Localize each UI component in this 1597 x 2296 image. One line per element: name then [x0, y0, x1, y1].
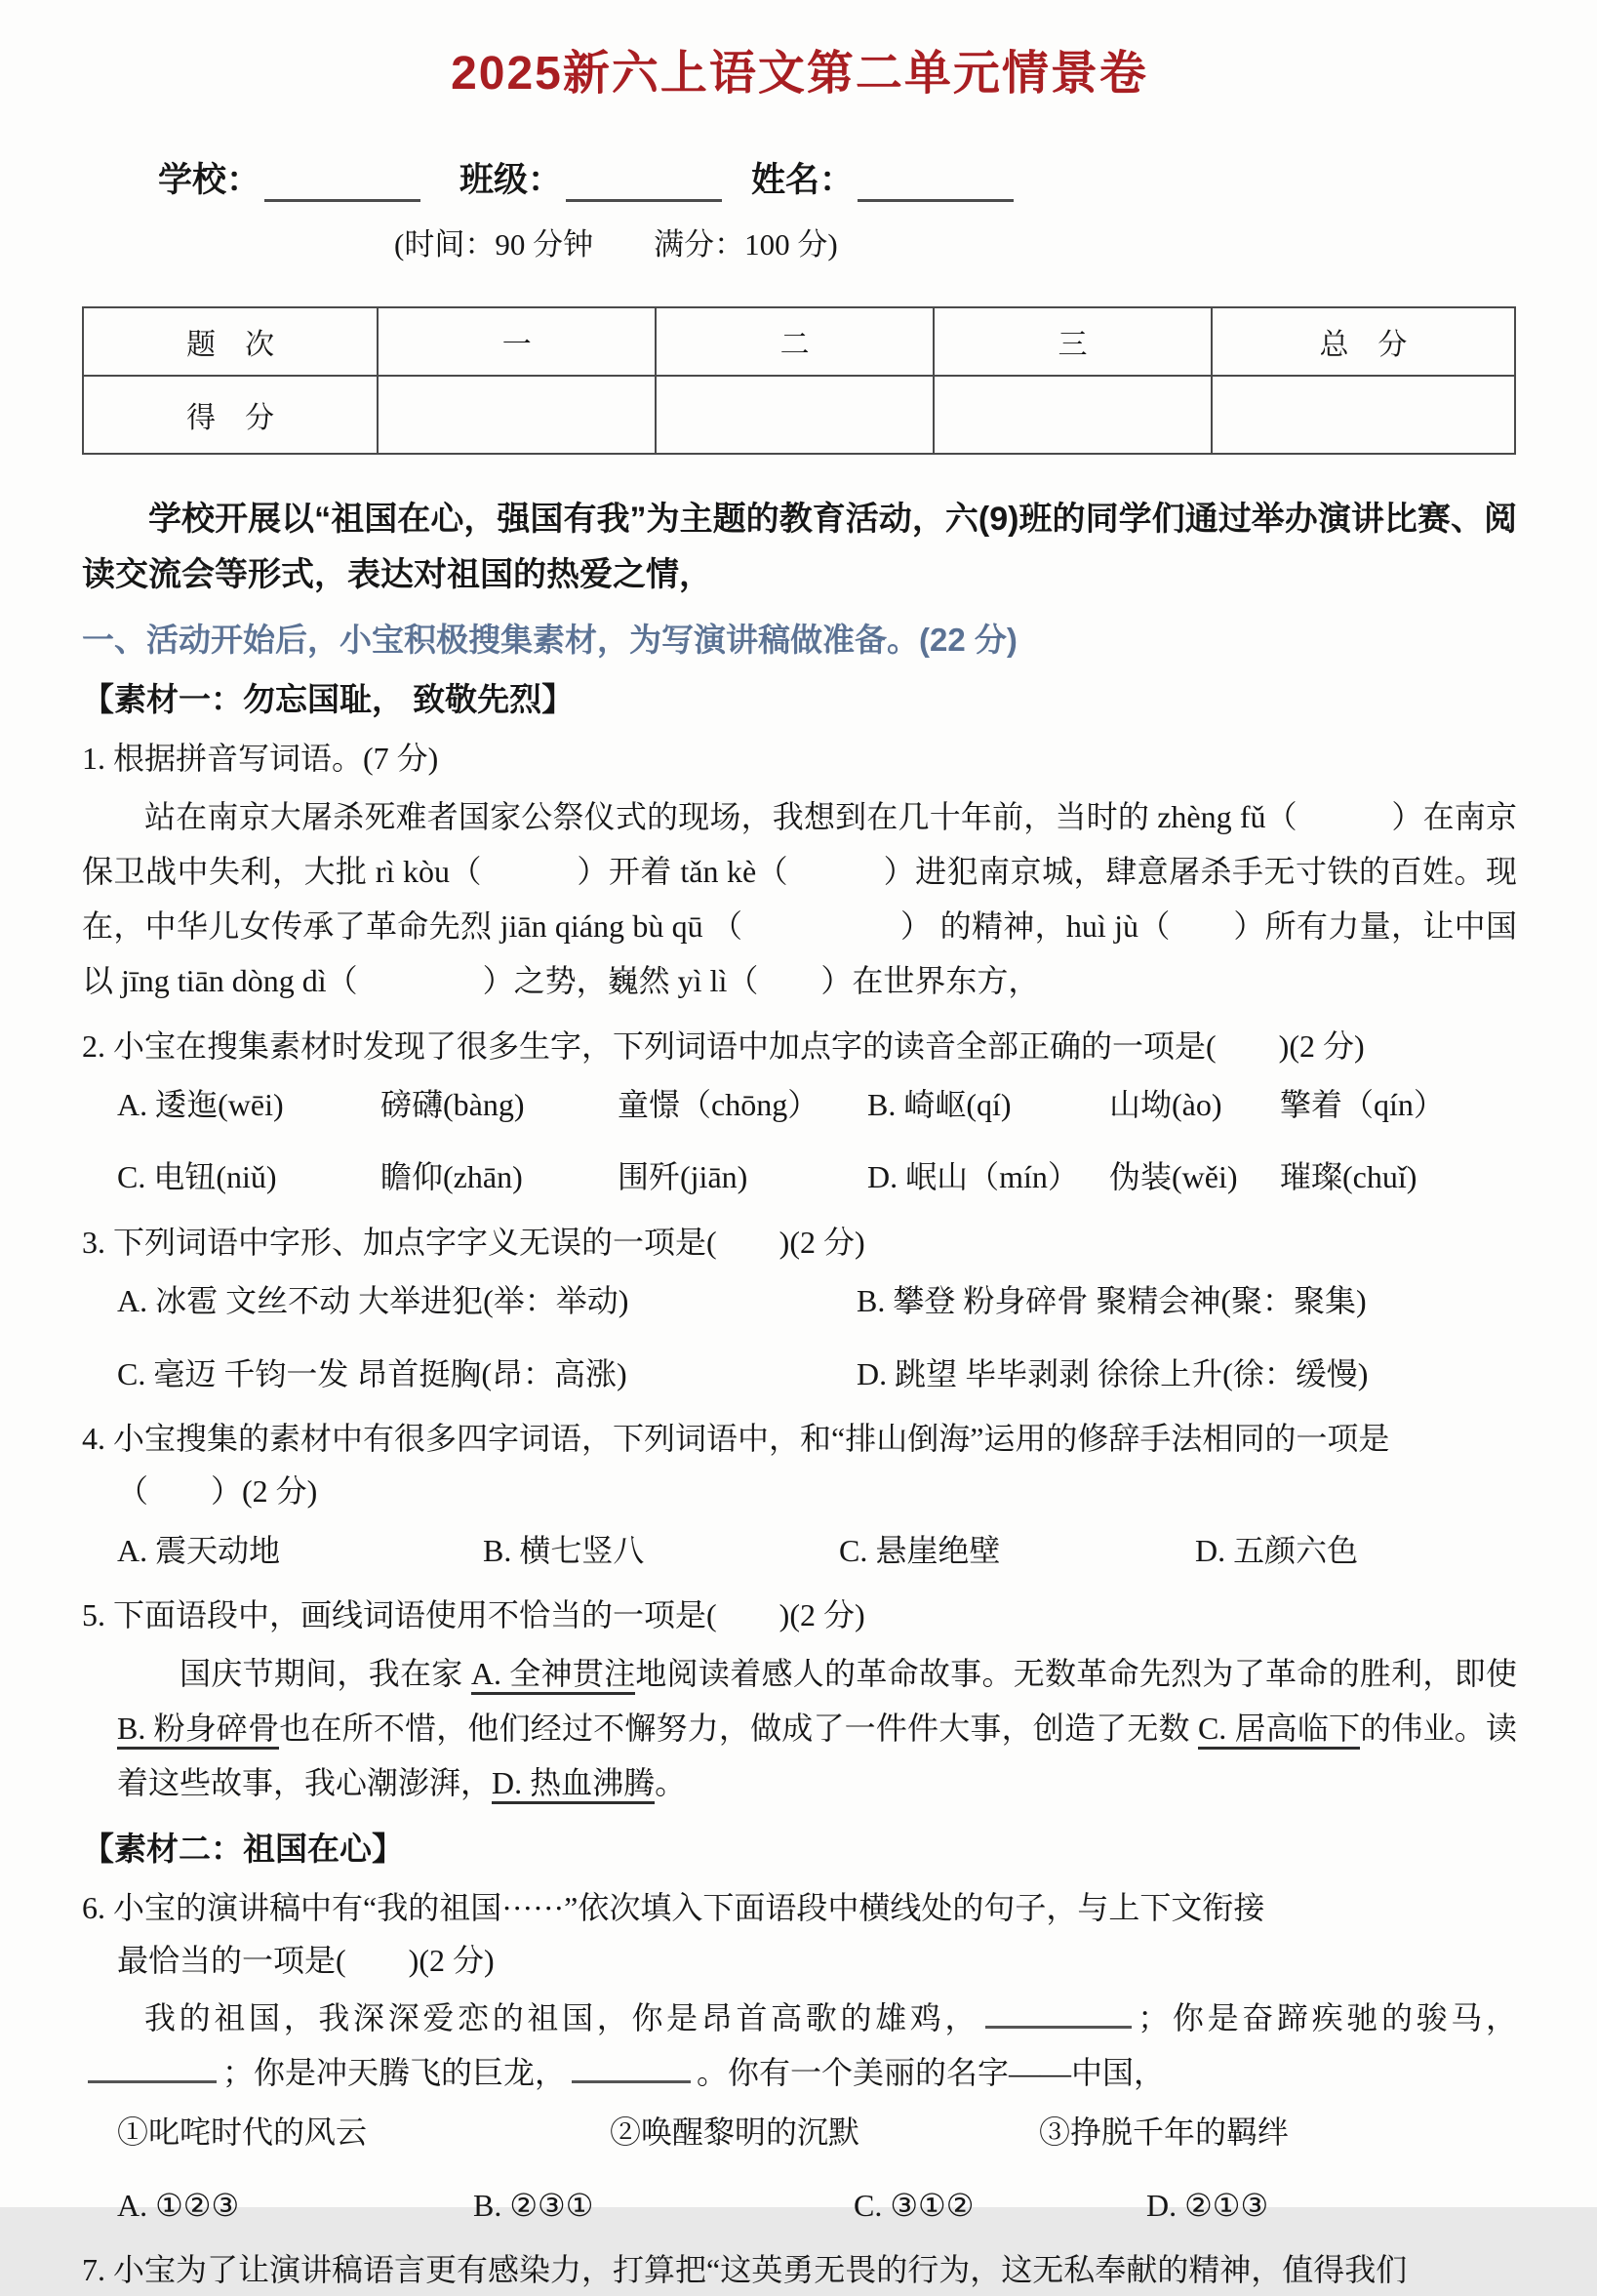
class-blank-line: [566, 165, 722, 202]
question-3-options-row-1: [117, 1274, 1517, 1327]
underlined-phrase-a: A. 全神贯注: [471, 1656, 636, 1695]
passage-text: 地阅读着感人的革命故事。无数革命先烈为了革命的胜利，即使: [635, 1655, 1517, 1691]
question-2: [82, 1020, 1517, 1204]
question-5-passage: [117, 1646, 1517, 1810]
option-a: A. 冰雹 文丝不动 大举进犯(举：举动): [117, 1283, 629, 1319]
material-two-heading: 【素材二：祖国在心】: [82, 1830, 404, 1867]
score-empty-cell: [934, 376, 1212, 454]
option-d: D. 岷山（mín）: [867, 1159, 1079, 1195]
option-b: B. 崎岖(qí): [867, 1087, 1012, 1122]
question-6-passage: [82, 1991, 1517, 2100]
question-2-options-row-2: [117, 1150, 1517, 1203]
item-1: ①叱咤时代的风云: [117, 2115, 368, 2151]
name-blank-line: [858, 165, 1014, 202]
option-b: B. ②③①: [473, 2187, 594, 2223]
score-table-cell-question-label: 题 次: [83, 307, 378, 376]
option-word: 瞻仰(zhān): [380, 1159, 523, 1195]
underlined-phrase-b: B. 粉身碎骨: [117, 1711, 279, 1750]
question-2-stem: 2. 小宝在搜集素材时发现了很多生字，下列词语中加点字的读音全部正确的一项是( )(2 分): [82, 1027, 1365, 1064]
option-d: D. ②①③: [1146, 2187, 1269, 2223]
question-3-options-row-2: [117, 1348, 1517, 1400]
intro-paragraph: 学校开展以“祖国在心，强国有我”为主题的教育活动，六(9)班的同学们通过举办演讲比赛、阅读交流会等形式，表达对祖国的热爱之情，: [82, 501, 1517, 594]
option-word: 围歼(jiān): [618, 1159, 748, 1195]
score-empty-cell: [656, 376, 934, 454]
question-6-stem-continued: 最恰当的一项是( )(2 分): [117, 1942, 495, 1978]
passage-text: 的伟业。读着这些故事，我心潮澎湃，: [117, 1710, 1517, 1800]
question-7: [82, 2243, 1517, 2296]
passage-text: 我的祖国，我深深爱恋的祖国，你是昂首高歌的雄鸡，: [144, 2000, 980, 2036]
option-a: A. 震天动地: [117, 1532, 281, 1568]
option-d: D. 跳望 毕毕剥剥 徐徐上升(徐：缓慢): [857, 1355, 1369, 1391]
score-table: [82, 306, 1516, 455]
passage-text: ；你是奋蹄疾驰的骏马，: [1138, 2000, 1517, 2036]
question-1: [82, 732, 1517, 1007]
question-3-stem: 3. 下列词语中字形、加点字字义无误的一项是( )(2 分): [82, 1224, 865, 1260]
question-4-stem-continued: （ ）(2 分): [117, 1473, 318, 1510]
underlined-phrase-d: D. 热血沸腾: [492, 1765, 655, 1804]
question-4-stem: 4. 小宝搜集的素材中有很多四字词语，下列词语中，和“排山倒海”运用的修辞手法相同的一项是: [82, 1420, 1390, 1456]
question-3: [82, 1216, 1517, 1400]
class-label: 班级：: [459, 161, 563, 199]
passage-text: 。: [655, 1764, 687, 1800]
option-word: 童憬（chōng）: [618, 1087, 819, 1122]
option-b: B. 攀登 粉身碎骨 聚精会神(聚：聚集): [857, 1283, 1367, 1319]
item-2: ②唤醒黎明的沉默: [610, 2115, 860, 2151]
option-word: 伪装(wěi): [1109, 1159, 1238, 1195]
question-6-numbered-items-row: [117, 2106, 1517, 2158]
material-one-heading: 【素材一：勿忘国耻， 致敬先烈】: [82, 681, 575, 718]
section-one-heading: 一、活动开始后，小宝积极搜集素材，为写演讲稿做准备。(22 分): [82, 622, 1018, 659]
question-5: [82, 1589, 1517, 1809]
item-3: ③挣脱千年的羁绊: [1039, 2115, 1290, 2151]
question-1-stem: 1. 根据拼音写词语。(7 分): [82, 741, 439, 777]
passage-text: ；你是冲天腾飞的巨龙，: [222, 2055, 567, 2091]
score-table-cell-part3: 三: [934, 307, 1212, 376]
question-7-stem: 7. 小宝为了让演讲稿语言更有感染力，打算把“这英勇无畏的行为，这无私奉献的精神，值得我们: [82, 2252, 1408, 2288]
page-title: 2025新六上语文第二单元情景卷: [451, 48, 1148, 100]
score-table-header-row: [83, 307, 1515, 376]
question-2-options-row-1: [117, 1078, 1517, 1131]
fill-blank-line: [572, 2049, 691, 2083]
underlined-phrase-c: C. 居高临下: [1198, 1711, 1360, 1750]
score-table-score-row: [83, 376, 1515, 454]
question-5-stem: 5. 下面语段中，画线词语使用不恰当的一项是( )(2 分): [82, 1597, 865, 1633]
time-and-score-info: (时间：90 分钟 满分：100 分): [394, 227, 838, 262]
option-word: 磅礴(bàng): [380, 1087, 525, 1122]
student-info-row: [158, 153, 1517, 202]
option-c: C. ③①②: [854, 2187, 975, 2223]
passage-text: 也在所不惜，他们经过不懈努力，做成了一件件大事，创造了无数: [279, 1710, 1198, 1746]
option-c: C. 电钮(niǔ): [117, 1159, 277, 1195]
question-4: [82, 1412, 1517, 1577]
school-label: 学校：: [158, 161, 261, 199]
option-word: 璀璨(chuǐ): [1280, 1159, 1417, 1195]
score-empty-cell: [378, 376, 656, 454]
option-a: A. 逶迤(wēi): [117, 1087, 284, 1122]
option-c: C. 悬崖绝壁: [839, 1532, 1001, 1568]
passage-text: 国庆节期间，我在家: [180, 1655, 471, 1691]
score-table-cell-part2: 二: [656, 307, 934, 376]
score-table-cell-part1: 一: [378, 307, 656, 376]
option-word: 山坳(ào): [1109, 1087, 1222, 1122]
passage-text: 。你有一个美丽的名字——中国，: [697, 2055, 1166, 2091]
name-label: 姓名：: [751, 161, 855, 199]
score-table-cell-total: 总 分: [1212, 307, 1515, 376]
option-a: A. ①②③: [117, 2187, 240, 2223]
option-word: 擎着（qín）: [1280, 1087, 1445, 1122]
question-6-choices-row: [117, 2179, 1517, 2232]
school-blank-line: [264, 165, 420, 202]
question-6: [82, 1881, 1517, 2233]
question-6-stem: 6. 小宝的演讲稿中有“我的祖国······”依次填入下面语段中横线处的句子，与上下文衔接: [82, 1889, 1265, 1925]
score-label-cell: 得 分: [83, 376, 378, 454]
option-c: C. 毫迈 千钧一发 昂首挺胸(昂：高涨): [117, 1355, 627, 1391]
question-1-passage: 站在南京大屠杀死难者国家公祭仪式的现场，我想到在几十年前，当时的 zhèng fǔ（ ）在南京保卫战中失利，大批 rì kòu（ ）开着 tǎn kè（ ）进犯南京城，肆意屠杀手无寸铁的百姓。现在，中华儿女传承了革命先烈 jiān qiáng bù qū （ ） 的精神，huì jù（ ）所有力量，让中国以 jīng tiān dòng dì（ ）之势，巍然 yì lì（ ）在世界东方，: [82, 798, 1517, 998]
question-4-options-row: [117, 1524, 1517, 1577]
fill-blank-line: [985, 1994, 1132, 2029]
fill-blank-line: [88, 2049, 217, 2083]
option-b: B. 横七竖八: [483, 1532, 645, 1568]
option-d: D. 五颜六色: [1195, 1532, 1359, 1568]
score-empty-cell: [1212, 376, 1515, 454]
